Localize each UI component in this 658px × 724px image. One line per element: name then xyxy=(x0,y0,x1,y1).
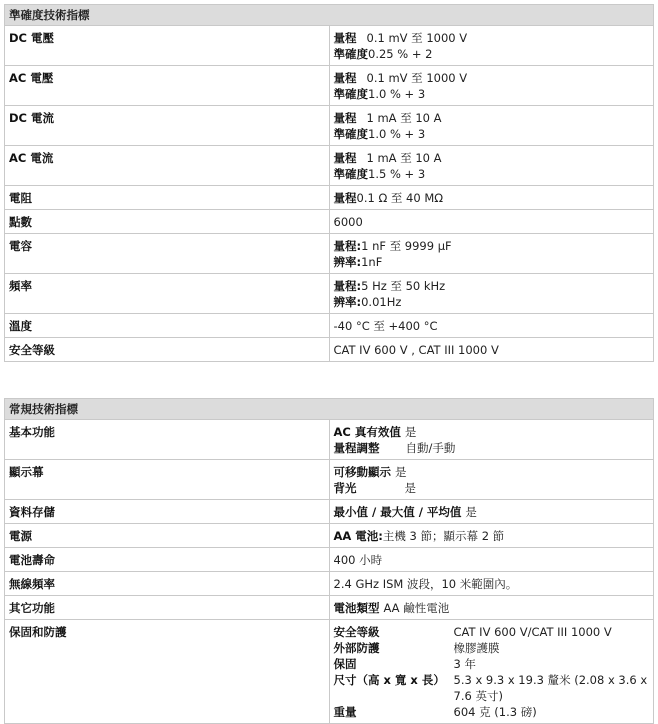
spec-line xyxy=(334,46,650,62)
spec-key: 辨率: xyxy=(333,295,362,309)
spec-value: 是 xyxy=(404,481,416,495)
row-label: AC 電流 xyxy=(5,146,330,186)
row-label: 基本功能 xyxy=(5,420,330,460)
row-value xyxy=(329,314,654,338)
spec-value: 1 mA 至 10 A xyxy=(366,111,442,125)
spec-line xyxy=(334,464,650,480)
spec-key: AC 真有效值 xyxy=(333,425,401,439)
spec-key: 量程 xyxy=(333,151,357,165)
table-row xyxy=(5,66,654,106)
row-label: 溫度 xyxy=(5,314,330,338)
spec-line xyxy=(334,126,650,142)
spec-value: 5 Hz 至 50 kHz xyxy=(361,279,446,293)
spec-value: 主機 3 節；顯示幕 2 節 xyxy=(382,529,505,543)
spec-value: 1nF xyxy=(361,255,383,269)
row-value xyxy=(329,596,654,620)
row-label: 電池壽命 xyxy=(5,548,330,572)
spec-value: 1.0 % + 3 xyxy=(368,127,426,141)
spec-line xyxy=(334,504,650,520)
row-label: 電容 xyxy=(5,234,330,274)
row-label: 資料存儲 xyxy=(5,500,330,524)
spec-value: 1.5 % + 3 xyxy=(368,167,426,181)
spec-key: 量程 xyxy=(333,71,357,85)
row-label: 無線頻率 xyxy=(5,572,330,596)
table-title: 準確度技術指標 xyxy=(5,5,654,26)
spec-line xyxy=(334,86,650,102)
row-value xyxy=(329,146,654,186)
table-row xyxy=(5,460,654,500)
spec-line xyxy=(334,70,650,86)
spec-key: 安全等級 xyxy=(333,625,380,639)
spec-value: 2.4 GHz ISM 波段，10 米範圍內。 xyxy=(333,577,518,591)
spec-key: 辨率: xyxy=(333,255,362,269)
spec-value: AA 鹼性電池 xyxy=(383,601,450,615)
row-value xyxy=(329,210,654,234)
table-row xyxy=(5,210,654,234)
table-row xyxy=(5,314,654,338)
spec-value: 是 xyxy=(465,505,477,519)
row-label: 顯示幕 xyxy=(5,460,330,500)
spec-key: 準確度 xyxy=(333,167,368,181)
spec-line xyxy=(334,110,650,126)
spec-key: 最小值 / 最大值 / 平均值 xyxy=(333,505,462,519)
spec-key: 外部防護 xyxy=(333,641,380,655)
spec-value: 604 克 (1.3 磅) xyxy=(453,705,537,719)
spec-line xyxy=(334,190,650,206)
row-label: DC 電流 xyxy=(5,106,330,146)
spec-value: 0.25 % + 2 xyxy=(368,47,433,61)
row-label: DC 電壓 xyxy=(5,26,330,66)
spec-value: 0.1 Ω 至 40 MΩ xyxy=(356,191,444,205)
table-row xyxy=(5,274,654,314)
spec-line xyxy=(334,278,650,294)
general-spec-table xyxy=(4,398,654,724)
row-value xyxy=(329,338,654,362)
table-row xyxy=(5,234,654,274)
row-label: 其它功能 xyxy=(5,596,330,620)
spec-value: 0.1 mV 至 1000 V xyxy=(366,31,468,45)
spec-value: 自動/手動 xyxy=(405,441,456,455)
spec-value: -40 °C 至 +400 °C xyxy=(333,319,438,333)
row-label: 電源 xyxy=(5,524,330,548)
row-value xyxy=(329,500,654,524)
table-row xyxy=(5,572,654,596)
spec-value: 是 xyxy=(395,465,407,479)
spec-key: AA 電池: xyxy=(333,529,383,543)
spec-key: 電池類型 xyxy=(333,601,380,615)
row-label: 電阻 xyxy=(5,186,330,210)
spec-line xyxy=(334,576,650,592)
spec-value: 0.01Hz xyxy=(361,295,402,309)
spec-key: 量程 xyxy=(333,31,357,45)
spec-line xyxy=(334,150,650,166)
table-row xyxy=(5,186,654,210)
spec-line xyxy=(334,528,650,544)
row-label: 保固和防護 xyxy=(5,620,330,724)
row-value xyxy=(329,26,654,66)
spec-value: CAT IV 600 V , CAT III 1000 V xyxy=(333,343,499,357)
spec-value: 1 nF 至 9999 μF xyxy=(361,239,452,253)
table-row xyxy=(5,620,654,724)
spec-line xyxy=(334,600,650,616)
row-value xyxy=(329,66,654,106)
spec-key: 準確度 xyxy=(333,47,368,61)
table-row xyxy=(5,500,654,524)
spec-line xyxy=(334,342,650,358)
table-title: 常規技術指標 xyxy=(5,399,654,420)
table-row xyxy=(5,146,654,186)
spec-line xyxy=(334,294,650,310)
spec-value: 5.3 x 9.3 x 19.3 釐米 (2.08 x 3.6 x 7.6 英寸) xyxy=(453,673,648,703)
spec-key: 準確度 xyxy=(333,87,368,101)
table-row xyxy=(5,548,654,572)
spec-key: 準確度 xyxy=(333,127,368,141)
spec-grid xyxy=(334,624,650,720)
spec-key: 量程 xyxy=(333,191,357,205)
table-row xyxy=(5,26,654,66)
spec-value: 0.1 mV 至 1000 V xyxy=(366,71,468,85)
row-value xyxy=(329,524,654,548)
spec-key: 量程調整 xyxy=(333,441,380,455)
row-value xyxy=(329,186,654,210)
row-label: AC 電壓 xyxy=(5,66,330,106)
spec-line xyxy=(334,480,650,496)
row-value xyxy=(329,106,654,146)
row-value xyxy=(329,620,654,724)
spec-value: 3 年 xyxy=(453,657,476,671)
row-value xyxy=(329,274,654,314)
spec-line xyxy=(334,214,650,230)
spec-value: 400 小時 xyxy=(333,553,383,567)
row-value xyxy=(329,234,654,274)
row-value xyxy=(329,460,654,500)
spec-key: 保固 xyxy=(333,657,357,671)
spec-key: 量程: xyxy=(333,239,362,253)
row-label: 安全等級 xyxy=(5,338,330,362)
spec-value: 橡膠護膜 xyxy=(453,641,500,655)
accuracy-spec-table xyxy=(4,4,654,362)
table-row xyxy=(5,420,654,460)
spec-line xyxy=(334,30,650,46)
spec-line xyxy=(334,552,650,568)
row-value xyxy=(329,420,654,460)
spec-key: 重量 xyxy=(333,705,357,719)
row-label: 點數 xyxy=(5,210,330,234)
spec-line xyxy=(334,238,650,254)
row-value xyxy=(329,548,654,572)
spec-key: 背光 xyxy=(333,481,357,495)
spec-line xyxy=(334,318,650,334)
spec-key: 可移動顯示 xyxy=(333,465,391,479)
row-value xyxy=(329,572,654,596)
spec-line xyxy=(334,440,650,456)
table-header xyxy=(5,5,654,26)
spec-line xyxy=(334,424,650,440)
spec-value: 1 mA 至 10 A xyxy=(366,151,442,165)
row-label: 頻率 xyxy=(5,274,330,314)
table-row xyxy=(5,596,654,620)
spec-value: 6000 xyxy=(333,215,363,229)
spec-line xyxy=(334,166,650,182)
spec-line xyxy=(334,254,650,270)
spec-value: 1.0 % + 3 xyxy=(368,87,426,101)
spec-key: 尺寸（高 x 寬 x 長） xyxy=(333,673,445,687)
spec-key: 量程 xyxy=(333,111,357,125)
spec-value: CAT IV 600 V/CAT III 1000 V xyxy=(453,625,612,639)
table-row xyxy=(5,524,654,548)
table-header xyxy=(5,399,654,420)
spec-key: 量程: xyxy=(333,279,362,293)
table-row xyxy=(5,338,654,362)
table-row xyxy=(5,106,654,146)
spec-value: 是 xyxy=(404,425,417,439)
